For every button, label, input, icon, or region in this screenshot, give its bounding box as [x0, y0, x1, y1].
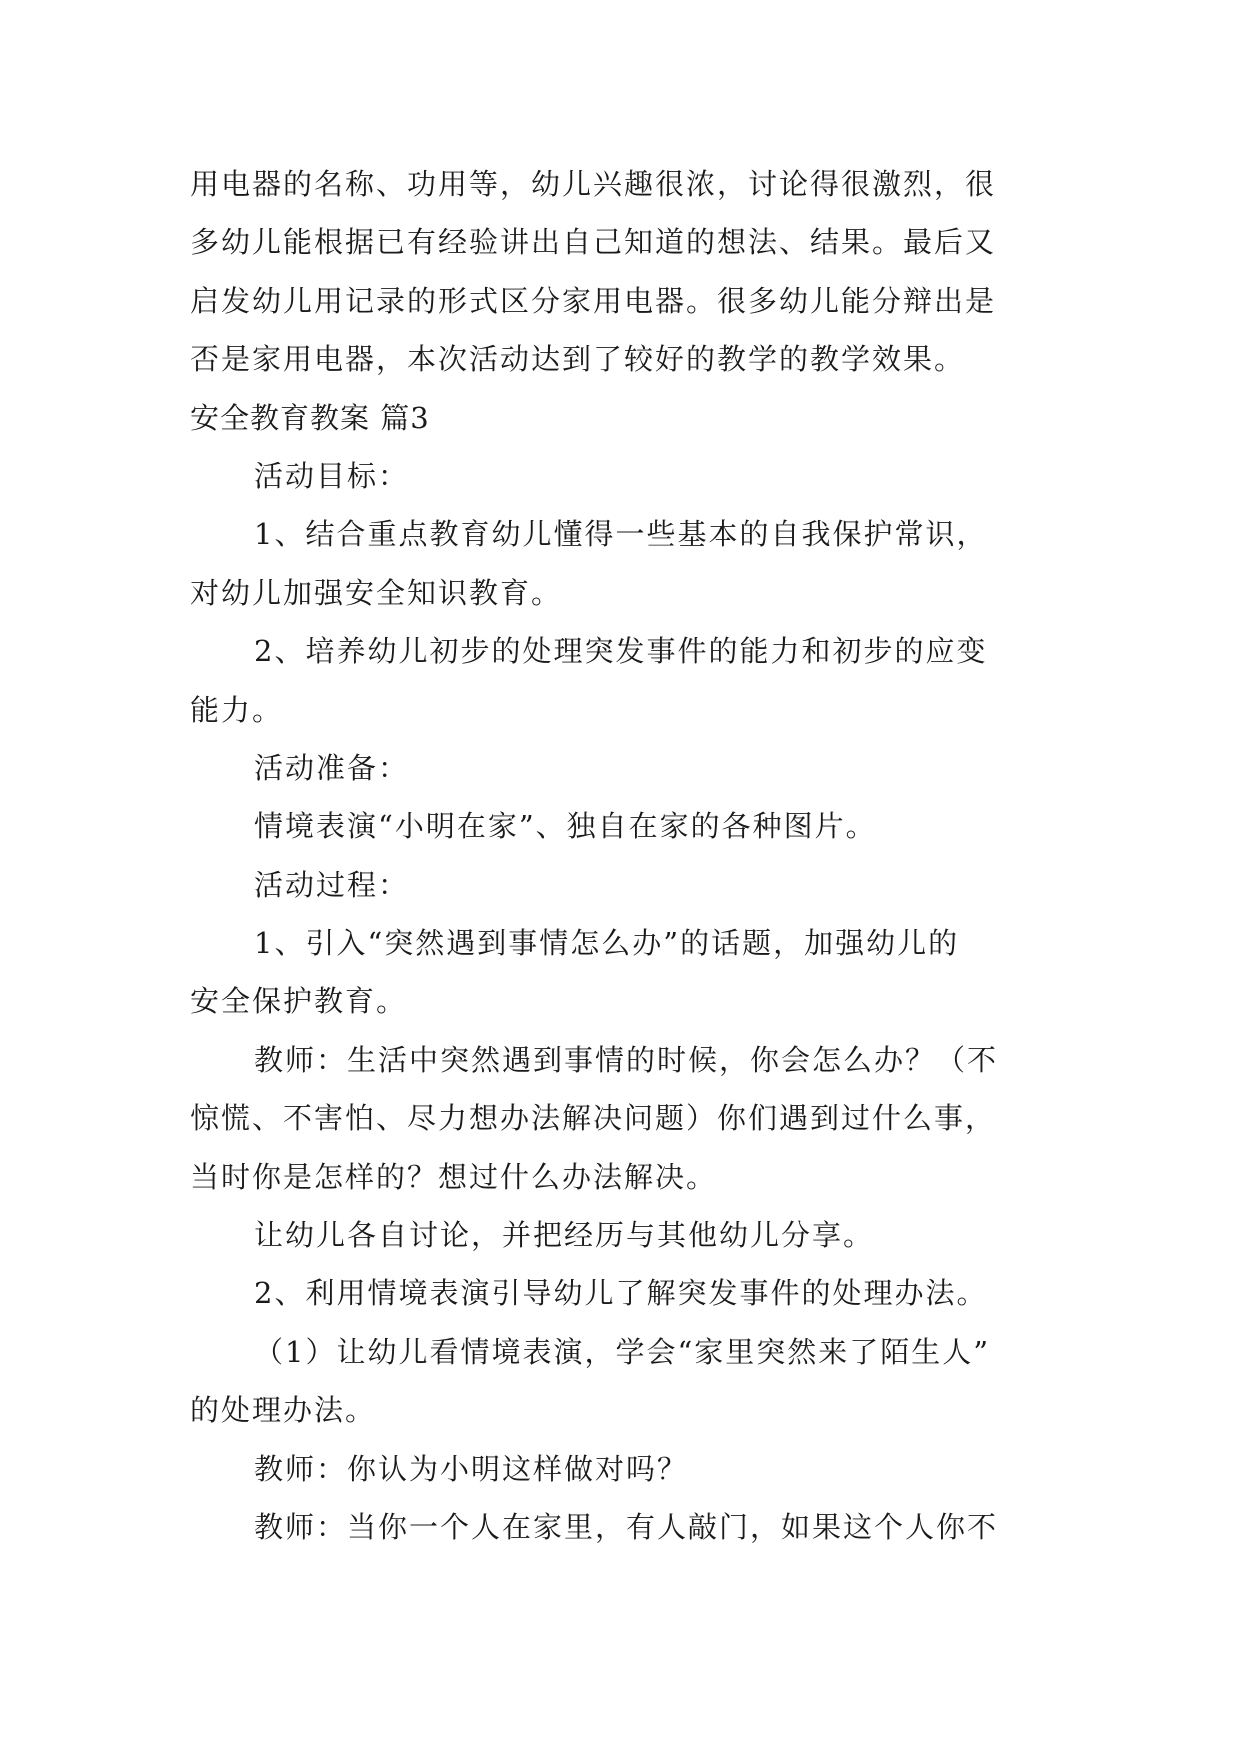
paragraph-line: 1、引入“突然遇到事情怎么办”的话题，加强幼儿的 — [254, 926, 960, 961]
paragraph-line: 能力。 — [190, 692, 284, 727]
paragraph-line: 教师：当你一个人在家里，有人敲门，如果这个人你不 — [254, 1509, 999, 1544]
paragraph-line: 教师：生活中突然遇到事情的时候，你会怎么办？（不 — [254, 1042, 999, 1077]
paragraph-line: 1、结合重点教育幼儿懂得一些基本的自我保护常识， — [254, 517, 988, 552]
subheading-activity-goals: 活动目标： — [254, 458, 410, 493]
paragraph-line: 2、利用情境表演引导幼儿了解突发事件的处理办法。 — [254, 1276, 988, 1311]
paragraph-line: （1）让幼儿看情境表演，学会“家里突然来了陌生人” — [254, 1334, 991, 1369]
paragraph-line: 启发幼儿用记录的形式区分家用电器。很多幼儿能分辩出是 — [190, 283, 997, 318]
paragraph-line: 的处理办法。 — [190, 1393, 377, 1428]
paragraph-line: 2、培养幼儿初步的处理突发事件的能力和初步的应变 — [254, 634, 988, 669]
paragraph-line: 对幼儿加强安全知识教育。 — [190, 575, 563, 610]
paragraph-line: 安全保护教育。 — [190, 984, 408, 1019]
paragraph-line: 让幼儿各自讨论，并把经历与其他幼儿分享。 — [254, 1218, 875, 1253]
section-heading: 安全教育教案 篇3 — [190, 400, 430, 435]
paragraph-line: 惊慌、不害怕、尽力想办法解决问题）你们遇到过什么事， — [190, 1101, 997, 1136]
paragraph-line: 教师：你认为小明这样做对吗？ — [254, 1451, 689, 1486]
paragraph-line: 否是家用电器，本次活动达到了较好的教学的教学效果。 — [190, 342, 966, 377]
paragraph-line: 当时你是怎样的？想过什么办法解决。 — [190, 1159, 718, 1194]
subheading-activity-prep: 活动准备： — [254, 750, 410, 785]
document-body — [190, 155, 1050, 1556]
paragraph-line: 情境表演“小明在家”、独自在家的各种图片。 — [254, 809, 877, 844]
paragraph-line: 多幼儿能根据已有经验讲出自己知道的想法、结果。最后又 — [190, 225, 997, 260]
paragraph-line: 用电器的名称、功用等，幼儿兴趣很浓，讨论得很激烈，很 — [190, 167, 997, 201]
subheading-activity-process: 活动过程： — [254, 867, 410, 902]
